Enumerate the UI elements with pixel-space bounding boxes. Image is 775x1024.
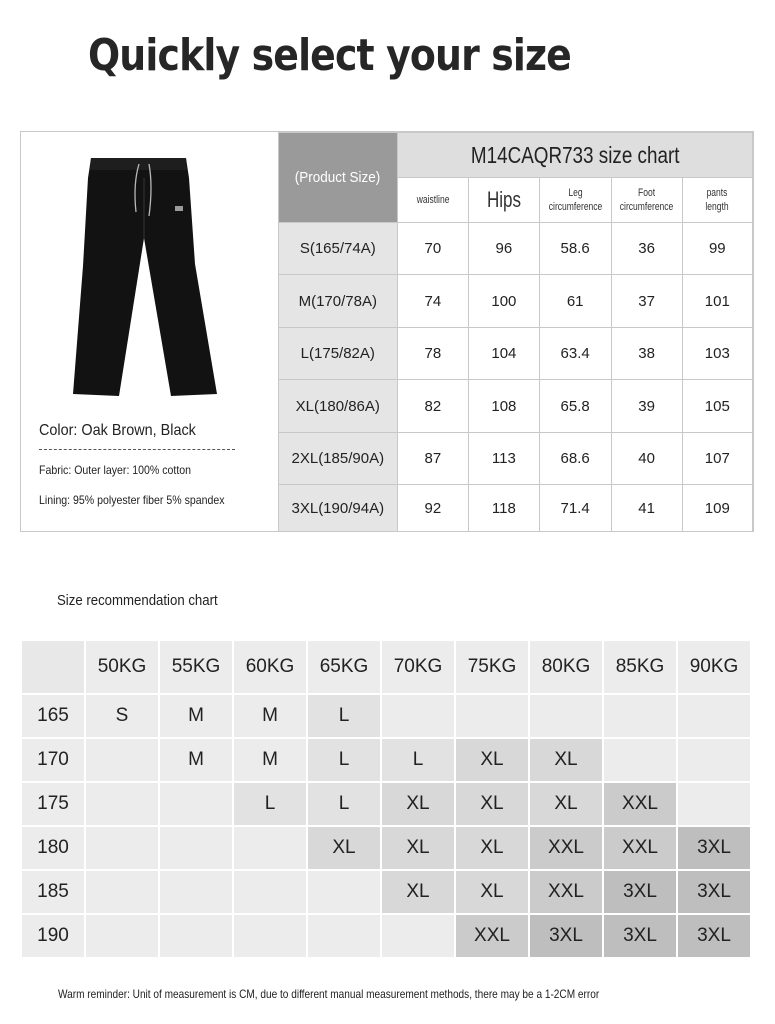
weight-header: 55KG bbox=[160, 641, 232, 693]
empty-cell bbox=[86, 739, 158, 781]
recommended-size: XL bbox=[456, 783, 528, 825]
size-label: S(165/74A) bbox=[279, 223, 398, 275]
empty-cell bbox=[382, 915, 454, 957]
weight-header: 85KG bbox=[604, 641, 676, 693]
recommended-size: XL bbox=[382, 783, 454, 825]
size-chart-panel bbox=[20, 131, 754, 532]
empty-cell bbox=[382, 695, 454, 737]
recommended-size: L bbox=[382, 739, 454, 781]
recommended-size: M bbox=[160, 695, 232, 737]
measurement-value: 92 bbox=[397, 485, 469, 532]
recommendation-row bbox=[22, 739, 750, 781]
recommended-size: L bbox=[308, 695, 380, 737]
product-info-panel bbox=[21, 132, 278, 531]
empty-cell bbox=[456, 695, 528, 737]
measurement-value: 40 bbox=[611, 433, 682, 485]
size-label: 2XL(185/90A) bbox=[279, 433, 398, 485]
recommended-size: XL bbox=[530, 739, 602, 781]
measurement-value: 99 bbox=[682, 223, 752, 275]
weight-header: 80KG bbox=[530, 641, 602, 693]
recommendation-row bbox=[22, 783, 750, 825]
empty-cell bbox=[678, 783, 750, 825]
recommendation-row bbox=[22, 827, 750, 869]
height-label: 175 bbox=[22, 783, 84, 825]
measurement-value: 101 bbox=[682, 275, 752, 328]
recommended-size: XL bbox=[530, 783, 602, 825]
measurement-value: 78 bbox=[397, 328, 469, 380]
measurement-value: 65.8 bbox=[539, 380, 611, 433]
size-column-header: pants length bbox=[682, 178, 752, 223]
empty-cell bbox=[234, 827, 306, 869]
recommended-size: XL bbox=[308, 827, 380, 869]
measurement-value: 107 bbox=[682, 433, 752, 485]
size-row bbox=[279, 275, 753, 328]
height-label: 165 bbox=[22, 695, 84, 737]
empty-cell bbox=[160, 783, 232, 825]
recommended-size: XXL bbox=[456, 915, 528, 957]
measurement-value: 100 bbox=[469, 275, 540, 328]
height-label: 180 bbox=[22, 827, 84, 869]
recommended-size: 3XL bbox=[678, 827, 750, 869]
size-label: 3XL(190/94A) bbox=[279, 485, 398, 532]
recommendation-title: Size recommendation chart bbox=[57, 592, 218, 609]
measurement-value: 82 bbox=[397, 380, 469, 433]
measurement-value: 103 bbox=[682, 328, 752, 380]
recommendation-row bbox=[22, 871, 750, 913]
measurement-value: 105 bbox=[682, 380, 752, 433]
size-column-header: waistline bbox=[397, 178, 469, 223]
height-label: 185 bbox=[22, 871, 84, 913]
empty-cell bbox=[160, 827, 232, 869]
size-chart-title: M14CAQR733 size chart bbox=[397, 133, 752, 178]
measurement-value: 113 bbox=[469, 433, 540, 485]
page-title: Quickly select your size bbox=[88, 30, 571, 81]
recommended-size: XL bbox=[456, 827, 528, 869]
size-row bbox=[279, 380, 753, 433]
recommended-size: 3XL bbox=[604, 915, 676, 957]
product-lining: Lining: 95% polyester fiber 5% spandex bbox=[39, 493, 225, 507]
height-label: 190 bbox=[22, 915, 84, 957]
weight-header: 60KG bbox=[234, 641, 306, 693]
recommended-size: 3XL bbox=[678, 871, 750, 913]
recommended-size: S bbox=[86, 695, 158, 737]
empty-cell bbox=[86, 783, 158, 825]
empty-cell bbox=[234, 871, 306, 913]
size-column-header: Leg circumference bbox=[539, 178, 611, 223]
empty-cell bbox=[678, 739, 750, 781]
product-fabric: Fabric: Outer layer: 100% cotton bbox=[39, 463, 192, 477]
recommended-size: XXL bbox=[530, 871, 602, 913]
recommended-size: L bbox=[308, 739, 380, 781]
measurement-value: 39 bbox=[611, 380, 682, 433]
measurement-value: 87 bbox=[397, 433, 469, 485]
measurement-value: 70 bbox=[397, 223, 469, 275]
measurement-value: 104 bbox=[469, 328, 540, 380]
product-size-header: (Product Size) bbox=[279, 133, 398, 223]
empty-cell bbox=[530, 695, 602, 737]
recommended-size: XXL bbox=[530, 827, 602, 869]
empty-cell bbox=[604, 695, 676, 737]
measurement-value: 68.6 bbox=[539, 433, 611, 485]
size-label: L(175/82A) bbox=[279, 328, 398, 380]
size-row bbox=[279, 433, 753, 485]
product-color: Color: Oak Brown, Black bbox=[39, 422, 196, 439]
recommended-size: L bbox=[308, 783, 380, 825]
recommended-size: M bbox=[160, 739, 232, 781]
recommended-size: XXL bbox=[604, 783, 676, 825]
measurement-value: 38 bbox=[611, 328, 682, 380]
measurement-value: 58.6 bbox=[539, 223, 611, 275]
measurement-value: 109 bbox=[682, 485, 752, 532]
measurement-value: 36 bbox=[611, 223, 682, 275]
size-row bbox=[279, 223, 753, 275]
empty-cell bbox=[234, 915, 306, 957]
measurement-value: 74 bbox=[397, 275, 469, 328]
size-recommendation-table bbox=[20, 639, 752, 959]
measurement-value: 63.4 bbox=[539, 328, 611, 380]
empty-cell bbox=[308, 871, 380, 913]
recommended-size: 3XL bbox=[604, 871, 676, 913]
table-corner bbox=[22, 641, 84, 693]
measurement-value: 41 bbox=[611, 485, 682, 532]
divider bbox=[39, 449, 235, 450]
measurement-value: 61 bbox=[539, 275, 611, 328]
measurement-value: 108 bbox=[469, 380, 540, 433]
weight-header: 75KG bbox=[456, 641, 528, 693]
recommendation-row bbox=[22, 915, 750, 957]
measurement-reminder: Warm reminder: Unit of measurement is CM, due to different manual measurement methods, there may be a 1-2CM error bbox=[58, 987, 600, 1001]
measurement-value: 96 bbox=[469, 223, 540, 275]
size-label: XL(180/86A) bbox=[279, 380, 398, 433]
empty-cell bbox=[160, 915, 232, 957]
weight-header: 90KG bbox=[678, 641, 750, 693]
recommended-size: XL bbox=[382, 827, 454, 869]
size-row bbox=[279, 485, 753, 532]
measurement-value: 71.4 bbox=[539, 485, 611, 532]
size-label: M(170/78A) bbox=[279, 275, 398, 328]
recommended-size: M bbox=[234, 739, 306, 781]
empty-cell bbox=[308, 915, 380, 957]
empty-cell bbox=[86, 827, 158, 869]
size-column-header: Hips bbox=[469, 178, 540, 223]
recommended-size: XL bbox=[382, 871, 454, 913]
size-chart-table bbox=[278, 132, 753, 532]
recommended-size: M bbox=[234, 695, 306, 737]
height-label: 170 bbox=[22, 739, 84, 781]
recommended-size: XXL bbox=[604, 827, 676, 869]
empty-cell bbox=[678, 695, 750, 737]
recommended-size: 3XL bbox=[678, 915, 750, 957]
size-column-header: Foot circumference bbox=[611, 178, 682, 223]
recommended-size: XL bbox=[456, 871, 528, 913]
measurement-value: 118 bbox=[469, 485, 540, 532]
recommended-size: 3XL bbox=[530, 915, 602, 957]
weight-header: 50KG bbox=[86, 641, 158, 693]
size-row bbox=[279, 328, 753, 380]
empty-cell bbox=[604, 739, 676, 781]
empty-cell bbox=[86, 871, 158, 913]
weight-header: 65KG bbox=[308, 641, 380, 693]
recommendation-row bbox=[22, 695, 750, 737]
weight-header: 70KG bbox=[382, 641, 454, 693]
pants-product-image bbox=[69, 154, 219, 402]
recommended-size: XL bbox=[456, 739, 528, 781]
measurement-value: 37 bbox=[611, 275, 682, 328]
recommended-size: L bbox=[234, 783, 306, 825]
empty-cell bbox=[160, 871, 232, 913]
empty-cell bbox=[86, 915, 158, 957]
